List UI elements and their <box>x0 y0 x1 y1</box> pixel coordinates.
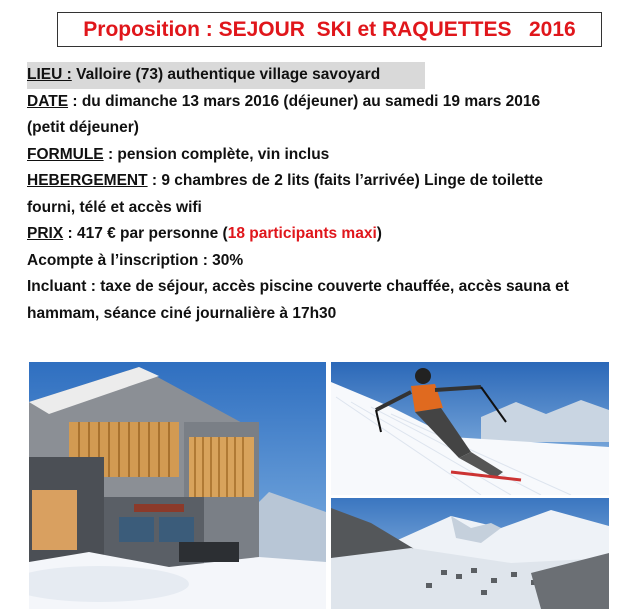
hotel-photo <box>29 362 326 609</box>
lieu-value: Valloire (73) authentique village savoyard <box>71 66 381 83</box>
page-title: Proposition : SEJOUR SKI et RAQUETTES 2016 <box>57 12 602 47</box>
incluant-line: Incluant : taxe de séjour, accès piscine couverte chauffée, accès sauna et <box>27 278 569 295</box>
formule-line <box>27 142 617 169</box>
lieu-line <box>27 62 617 89</box>
hebergement-label: HEBERGEMENT <box>27 172 148 189</box>
participants-highlight: 18 participants maxi <box>227 225 377 242</box>
acompte-line: Acompte à l’inscription : 30% <box>27 251 244 269</box>
prix-close: ) <box>376 225 382 242</box>
prix-line <box>27 221 617 248</box>
prix-label: PRIX <box>27 225 64 242</box>
incluant-line-2: hammam, séance ciné journalière à 17h30 <box>27 304 337 322</box>
offer-details <box>27 62 617 327</box>
skier-photo <box>331 362 609 495</box>
date-value: : du dimanche 13 mars 2016 (déjeuner) au samedi 19 mars 2016 <box>68 92 541 110</box>
hebergement-line-2: fourni, télé et accès wifi <box>27 198 202 216</box>
date-line <box>27 89 617 116</box>
lieu-label: LIEU : <box>27 66 72 83</box>
prix-value: : 417 € par personne ( <box>63 225 228 242</box>
formule-value: : pension complète, vin inclus <box>103 145 330 163</box>
date-line-2: (petit déjeuner) <box>27 119 139 136</box>
formule-label: FORMULE <box>27 145 104 163</box>
date-label: DATE <box>27 92 69 110</box>
village-photo <box>331 498 609 609</box>
hebergement-value: : 9 chambres de 2 lits (faits l’arrivée) Linge de toilette <box>147 172 543 189</box>
hebergement-line <box>27 168 617 195</box>
